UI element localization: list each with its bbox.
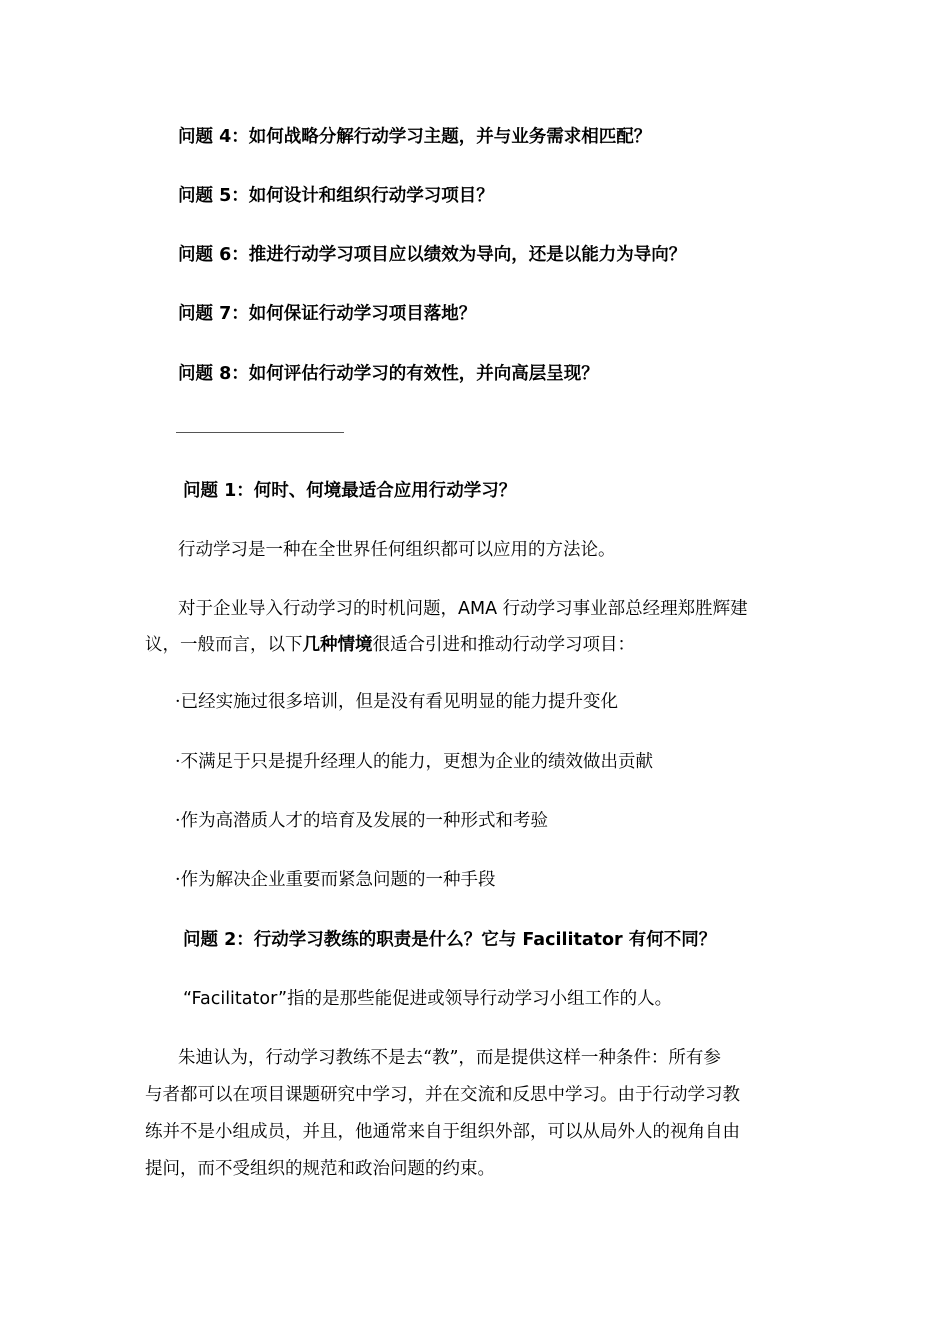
section2-paragraph-2-line: 练并不是小组成员，并且，他通常来自于组织外部，可以从局外人的视角自由 bbox=[145, 1122, 740, 1142]
paragraph-text: 很适合引进和推动行动学习项目： bbox=[372, 635, 635, 655]
section2-paragraph-2-line: 提问，而不受组织的规范和政治问题的约束。 bbox=[145, 1159, 495, 1179]
section-divider bbox=[176, 432, 344, 433]
ama-abbreviation: AMA bbox=[458, 599, 498, 619]
section1-paragraph-1: 行动学习是一种在全世界任何组织都可以应用的方法论。 bbox=[178, 540, 616, 560]
paragraph-text: 对于企业导入行动学习的时机问题， bbox=[178, 599, 458, 619]
section2-paragraph-2-line: 与者都可以在项目课题研究中学习，并在交流和反思中学习。由于行动学习教 bbox=[145, 1085, 740, 1105]
question-6-heading: 问题 6：推进行动学习项目应以绩效为导向，还是以能力为导向？ bbox=[178, 245, 687, 265]
bullet-item: ·不满足于只是提升经理人的能力，更想为企业的绩效做出贡献 bbox=[175, 752, 654, 772]
bullet-item: ·作为高潜质人才的培育及发展的一种形式和考验 bbox=[175, 811, 549, 831]
facilitator-term: “Facilitator” bbox=[183, 989, 288, 1009]
bullet-item: ·已经实施过很多培训，但是没有看见明显的能力提升变化 bbox=[175, 692, 619, 712]
section1-paragraph-2-line-2 bbox=[145, 633, 635, 657]
section2-paragraph-2-line: 朱迪认为，行动学习教练不是去“教”，而是提供这样一种条件：所有参 bbox=[178, 1048, 721, 1068]
question-8-heading: 问题 8：如何评估行动学习的有效性，并向高层呈现？ bbox=[178, 364, 599, 384]
paragraph-text: 行动学习事业部总经理郑胜辉建 bbox=[497, 599, 748, 619]
section2-paragraph-1 bbox=[183, 987, 672, 1011]
paragraph-text: 指的是那些能促进或领导行动学习小组工作的人。 bbox=[287, 989, 673, 1009]
question-7-heading: 问题 7：如何保证行动学习项目落地？ bbox=[178, 304, 477, 324]
question-5-heading: 问题 5：如何设计和组织行动学习项目？ bbox=[178, 186, 494, 206]
question-2-heading: 问题 2：行动学习教练的职责是什么？它与 Facilitator 有何不同？ bbox=[183, 930, 717, 950]
question-1-heading: 问题 1：何时、何境最适合应用行动学习？ bbox=[183, 481, 517, 501]
bullet-item: ·作为解决企业重要而紧急问题的一种手段 bbox=[175, 870, 496, 890]
paragraph-text: 议，一般而言，以下 bbox=[145, 635, 303, 655]
emphasis-text: 几种情境 bbox=[302, 635, 373, 655]
question-4-heading: 问题 4：如何战略分解行动学习主题，并与业务需求相匹配？ bbox=[178, 127, 652, 147]
section1-paragraph-2-line-1 bbox=[178, 597, 748, 621]
